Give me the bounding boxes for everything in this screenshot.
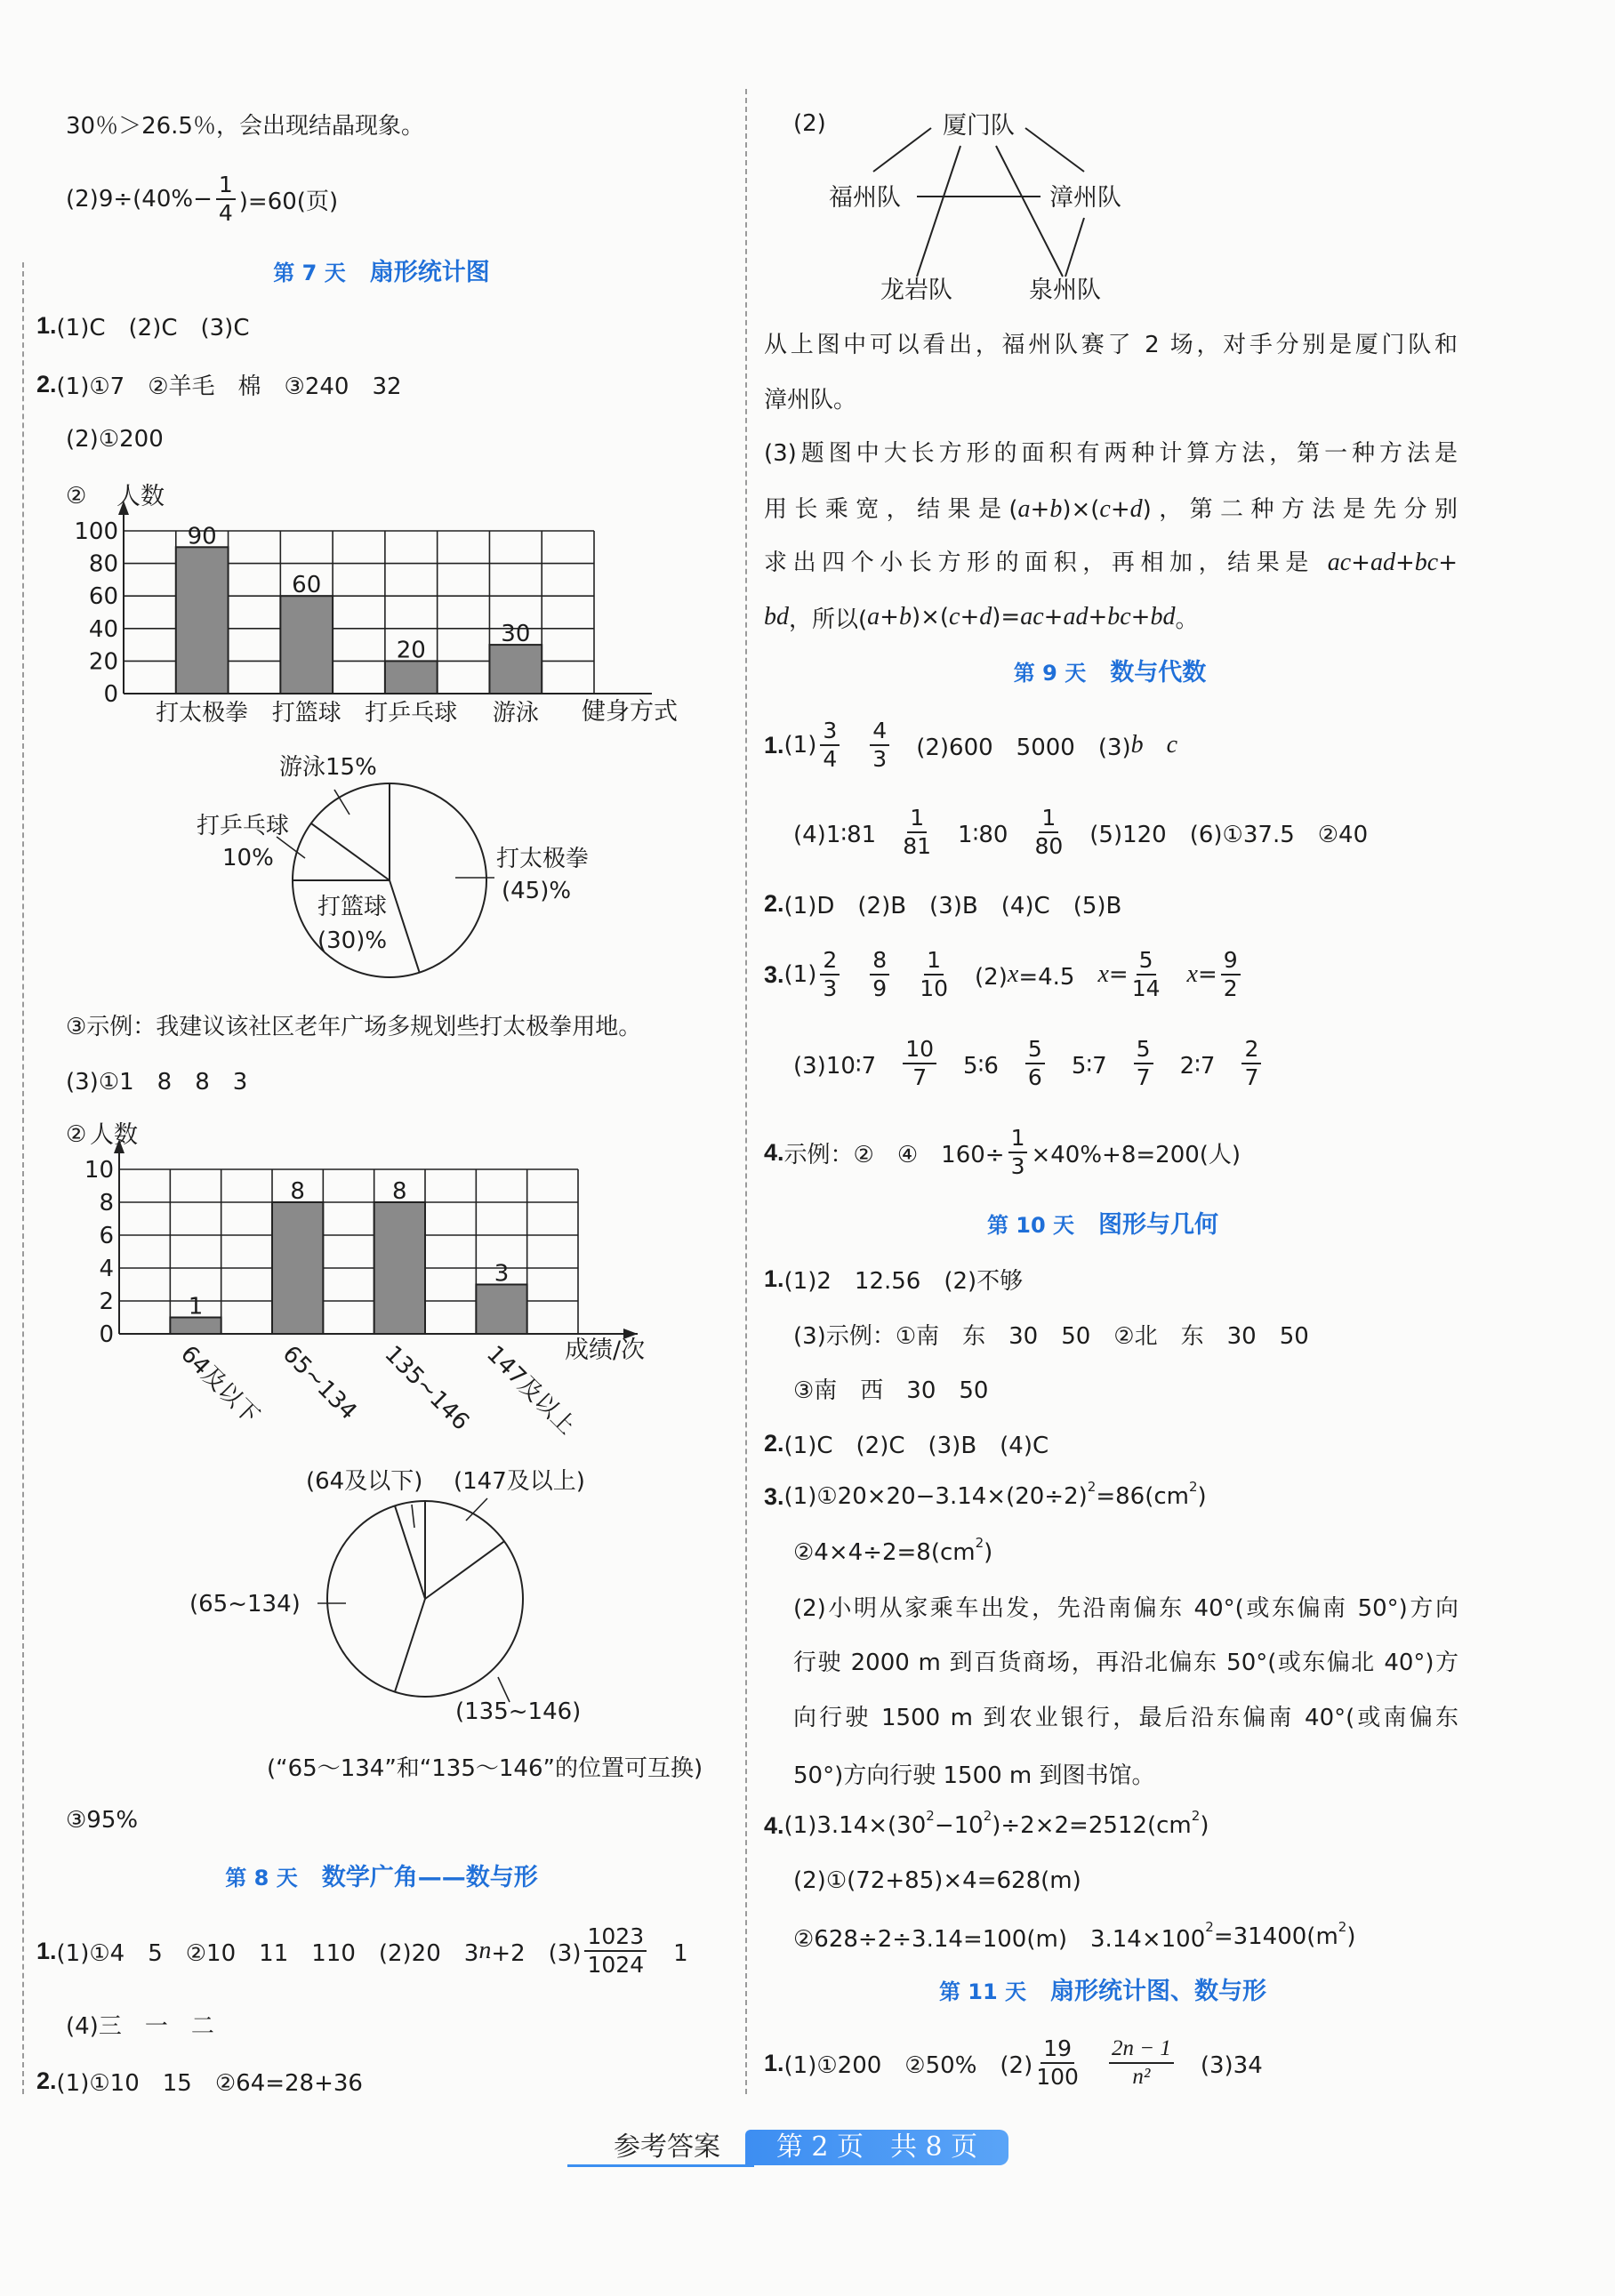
numerator: 5 xyxy=(1134,1036,1153,1064)
fraction xyxy=(1134,1036,1153,1091)
section-heading-day9: 第 9 天 数与代数 xyxy=(1013,659,1207,686)
text-run: )= xyxy=(992,604,1021,630)
denominator: 7 xyxy=(912,1064,928,1090)
text-run: (1)①20×20−3.14×(20÷2) xyxy=(783,1483,1088,1510)
math-variable: ad xyxy=(1063,603,1089,630)
fraction xyxy=(1109,2035,1174,2091)
text-run xyxy=(1082,2047,1105,2080)
numerator: 9 xyxy=(1221,947,1241,975)
text-run: (1)①4 5 ②10 11 110 (2)20 3 xyxy=(56,1939,479,1967)
answer-line xyxy=(764,378,856,417)
text-run: (1)3.14×(30 xyxy=(783,1812,927,1839)
text-run: (1)①7 ②羊毛 棉 ③240 32 xyxy=(56,373,402,400)
answer-line xyxy=(764,543,1458,582)
text-run: 1∶80 xyxy=(935,821,1032,848)
text-run: )×( xyxy=(911,604,950,630)
answer-line xyxy=(66,1060,247,1099)
answer-line xyxy=(66,172,339,226)
bar-value-label: 90 xyxy=(187,523,217,550)
superscript: 2 xyxy=(1188,1479,1198,1495)
text-run: 从上图中可以看出，福州队赛了 2 场，对手分别是厦门队和 xyxy=(764,332,1458,358)
question-number: 2. xyxy=(764,1429,784,1457)
answer-line xyxy=(66,420,164,459)
section-heading-day10: 第 10 天 图形与几何 xyxy=(986,1211,1219,1239)
text-run: ②4×4÷2=8(cm xyxy=(793,1539,976,1566)
answer-line xyxy=(66,477,86,516)
fraction xyxy=(870,718,889,773)
fraction xyxy=(584,1923,647,1979)
math-variable: bc xyxy=(1107,603,1131,630)
text-run: 。 xyxy=(1175,606,1199,633)
math-variable: x xyxy=(1007,960,1019,988)
question-number: 2. xyxy=(764,889,784,917)
x-tick-label: 135~146 xyxy=(379,1340,475,1436)
text-run: 1 xyxy=(650,1939,688,1967)
x-tick-label: 游泳 xyxy=(492,700,539,727)
text-run: + xyxy=(1088,604,1108,630)
fraction xyxy=(820,947,840,1002)
left-margin-line xyxy=(22,262,24,2094)
denominator: 4 xyxy=(823,746,838,772)
question-number: 2. xyxy=(36,2067,57,2094)
y-tick-label: 0 xyxy=(103,681,118,708)
text-run: ③95% xyxy=(66,1807,139,1834)
answer-line xyxy=(793,1917,1355,1956)
numerator: 8 xyxy=(870,947,889,975)
question-number: 1. xyxy=(764,1264,784,1292)
text-run: (2)小明从家乘车出发，先沿南偏东 40°(或东偏南 50°)方向 xyxy=(793,1595,1458,1622)
text-run: +2 (3) xyxy=(491,1939,582,1967)
answer-line xyxy=(793,1369,988,1408)
text-run: + xyxy=(1030,496,1050,523)
bar-value-label: 8 xyxy=(392,1178,407,1205)
text-run: )，第二种方法是先分别 xyxy=(1142,496,1458,523)
bar xyxy=(374,1202,425,1334)
text-run: (1)C (2)C (3)B (4)C xyxy=(783,1432,1049,1459)
text-run: )÷2×2=2512(cm xyxy=(992,1812,1192,1839)
text-run: (1)①200 ②50% (2) xyxy=(783,2051,1033,2079)
y-tick-label: 40 xyxy=(88,615,118,643)
text-run: (1)D (2)B (3)B (4)C (5)B xyxy=(783,892,1122,919)
math-variable: b xyxy=(1130,731,1144,759)
text-run xyxy=(1144,729,1167,762)
answer-line xyxy=(793,1533,992,1572)
pie-slice-boundary xyxy=(395,1599,425,1692)
text-run: (1)①10 15 ②64=28+36 xyxy=(56,2069,363,2097)
fraction xyxy=(1036,2035,1079,2091)
text-run: 用长乘宽，结果是( xyxy=(764,496,1018,523)
denominator: 6 xyxy=(1027,1064,1042,1090)
bar-value-label: 1 xyxy=(188,1293,204,1321)
team-label: 龙岩队 xyxy=(880,277,952,304)
fraction xyxy=(1221,947,1241,1002)
answer-line xyxy=(793,1036,1265,1090)
answer-line xyxy=(764,718,1178,772)
numerator: 1 xyxy=(1039,805,1058,833)
question-number: 1. xyxy=(764,2049,784,2076)
pie-label: 打太极拳 xyxy=(496,846,590,872)
y-tick-label: 4 xyxy=(99,1256,114,1282)
y-tick-label: 20 xyxy=(88,648,118,676)
bar xyxy=(385,661,438,694)
text-run: ③示例：我建议该社区老年广场多规划些打太极拳用地。 xyxy=(66,1013,642,1040)
answer-line xyxy=(793,1314,1309,1353)
math-variable: d xyxy=(979,603,992,630)
team-label: 泉州队 xyxy=(1029,277,1101,304)
fraction xyxy=(1034,805,1063,860)
math-variable: n xyxy=(478,1937,492,1964)
x-tick-label: 打乒乓球 xyxy=(365,700,458,727)
text-run: ② xyxy=(66,483,87,510)
y-tick-label: 0 xyxy=(99,1321,114,1348)
answer-line xyxy=(793,805,1369,859)
text-run: (2)9÷(40%− xyxy=(66,186,213,213)
text-run: ) xyxy=(984,1539,993,1566)
text-run: ) xyxy=(1200,1812,1209,1839)
denominator: 7 xyxy=(1136,1064,1151,1090)
answer-line xyxy=(764,1424,1049,1463)
superscript: 2 xyxy=(1191,1808,1201,1824)
math-variable: bd xyxy=(764,603,789,630)
math-variable: ac xyxy=(1020,603,1044,630)
text-run: + xyxy=(1394,550,1415,576)
superscript: 2 xyxy=(975,1535,984,1551)
pie-label: 游泳15% xyxy=(279,754,377,781)
bar-value-label: 8 xyxy=(290,1178,305,1205)
question-number: 4. xyxy=(764,1811,784,1839)
pie-slice-boundary xyxy=(390,880,420,973)
math-variable: ad xyxy=(1370,549,1395,576)
match-line xyxy=(1025,128,1084,172)
text-run: (3)34 xyxy=(1177,2051,1263,2079)
fraction xyxy=(1008,1125,1028,1180)
fraction xyxy=(1132,947,1161,1002)
text-run: (1)C (2)C (3)C xyxy=(56,314,250,341)
answer-line xyxy=(36,1923,688,1978)
answer-line xyxy=(764,2035,1263,2090)
y-tick-label: 6 xyxy=(99,1223,114,1249)
text-run: (3)10∶7 xyxy=(793,1052,900,1080)
y-axis-label: 人数 xyxy=(117,483,165,510)
chart-note xyxy=(267,1746,703,1786)
answer-line xyxy=(66,1115,86,1154)
text-run: (2)600 5000 (3) xyxy=(893,734,1131,761)
answer-line xyxy=(36,306,249,345)
superscript: 2 xyxy=(1338,1919,1347,1935)
text-run: 漳州队。 xyxy=(764,386,857,413)
text-run: ) xyxy=(1346,1923,1356,1950)
superscript: 2 xyxy=(1205,1919,1214,1935)
pie-slice-boundary xyxy=(395,1505,425,1599)
answer-line xyxy=(36,365,402,404)
fraction xyxy=(903,805,931,860)
numerator: 2 xyxy=(1241,1036,1261,1064)
y-axis-label: 人数 xyxy=(90,1121,138,1149)
question-number: 4. xyxy=(764,1138,784,1166)
answer-line xyxy=(66,1005,641,1044)
denominator: 81 xyxy=(903,833,932,859)
text-run: (1) xyxy=(783,732,817,759)
numerator: 1 xyxy=(216,172,236,200)
text-run: (4)1∶81 xyxy=(793,821,900,848)
numerator: 4 xyxy=(870,718,889,746)
x-tick-label: 打篮球 xyxy=(271,700,341,727)
numerator: 1 xyxy=(924,947,944,975)
text-run: =31400(m xyxy=(1213,1923,1338,1950)
math-variable: a xyxy=(1017,495,1031,523)
denominator: 10 xyxy=(920,975,949,1001)
pie-label: (65~134) xyxy=(189,1591,301,1618)
bar-value-label: 20 xyxy=(396,637,426,664)
answer-line xyxy=(764,1477,1207,1516)
text-run xyxy=(893,959,916,991)
text-run xyxy=(1164,959,1187,991)
pie-slice-boundary xyxy=(311,823,390,880)
numerator: 1 xyxy=(907,805,927,833)
pie-label: 打篮球 xyxy=(317,894,388,920)
question-number: 3. xyxy=(764,960,784,988)
math-variable: ac xyxy=(1327,549,1352,576)
numerator: 2 xyxy=(820,947,840,975)
denominator: 3 xyxy=(1010,1153,1025,1179)
numerator: 2n − 1 xyxy=(1109,2035,1174,2064)
fraction xyxy=(1025,1036,1045,1091)
x-tick-label: 65~134 xyxy=(277,1340,362,1425)
answer-line xyxy=(793,1861,1081,1900)
answer-line xyxy=(66,1801,138,1840)
text-run xyxy=(843,729,866,762)
text-run: (3)示例：①南 东 30 50 ②北 东 30 50 xyxy=(793,1322,1309,1350)
text-run: 5∶7 xyxy=(1048,1052,1130,1080)
text-run: (2) xyxy=(952,963,1008,991)
section-heading-day8: 第 8 天 数学广角——数与形 xyxy=(225,1864,538,1891)
question-number: 1. xyxy=(36,311,57,339)
math-variable: a xyxy=(867,603,880,630)
denominator: 3 xyxy=(872,746,888,772)
pie-label: (135~146) xyxy=(455,1698,582,1725)
text-run: + xyxy=(1110,496,1130,523)
bar xyxy=(272,1202,323,1334)
text-run: + xyxy=(880,604,899,630)
column-divider xyxy=(745,89,747,2094)
section-heading-day11: 第 11 天 扇形统计图、数与形 xyxy=(938,1978,1267,2005)
answer-line xyxy=(66,2004,214,2043)
denominator: 2 xyxy=(1223,975,1238,1001)
numerator: 1 xyxy=(1008,1125,1028,1153)
fraction xyxy=(870,947,889,1002)
text-run: ② xyxy=(66,1121,87,1148)
answer-line xyxy=(793,104,826,143)
text-run: 求出四个小长方形的面积，再相加，结果是 xyxy=(764,550,1328,576)
text-run: (3)题图中大长方形的面积有两种计算方法，第一种方法是 xyxy=(764,440,1458,467)
numerator: 19 xyxy=(1041,2035,1074,2064)
y-tick-label: 60 xyxy=(88,583,118,611)
pie-slice-boundary xyxy=(425,1541,504,1599)
text-run: ③南 西 30 50 xyxy=(793,1377,989,1404)
math-variable: x xyxy=(1097,960,1109,988)
pie-label: (45)% xyxy=(502,878,572,904)
math-variable: c xyxy=(1099,495,1111,523)
text-run: (5)120 (6)①37.5 ②40 xyxy=(1066,821,1369,848)
footer-label: 参考答案 xyxy=(614,2131,720,2163)
text-run: (2)①200 xyxy=(66,426,164,453)
pie-label: (147及以上) xyxy=(454,1468,585,1495)
text-run: ×40%+8=200(人) xyxy=(1031,1141,1241,1168)
pie-label: 打乒乓球 xyxy=(197,813,290,839)
x-tick-label: 64及以下 xyxy=(175,1340,264,1430)
match-line xyxy=(1065,218,1084,277)
text-run: ) xyxy=(1197,1483,1207,1510)
text-run: ，所以( xyxy=(789,606,868,633)
team-label: 漳州队 xyxy=(1049,184,1121,212)
superscript: 2 xyxy=(983,1808,992,1824)
text-run: )×( xyxy=(1062,496,1100,523)
denominator: 1024 xyxy=(587,1952,645,1978)
superscript: 2 xyxy=(926,1808,935,1824)
denominator: n² xyxy=(1132,2065,1151,2089)
text-run: 2∶7 xyxy=(1156,1052,1239,1080)
text-run: (1)2 12.56 (2)不够 xyxy=(783,1267,1024,1295)
y-tick-label: 80 xyxy=(88,550,118,578)
math-variable: x xyxy=(1186,960,1198,988)
text-run: 向行驶 1500 m 到农业银行，最后沿东偏南 40°(或南偏东 xyxy=(793,1705,1458,1731)
text-run: (4)三 一 二 xyxy=(66,2012,214,2040)
text-run xyxy=(843,959,866,991)
text-run: 示例：② ④ 160÷ xyxy=(783,1141,1005,1168)
answer-line xyxy=(793,1643,1458,1682)
text-run: 5∶6 xyxy=(940,1052,1022,1080)
answer-line xyxy=(764,1125,1241,1179)
y-tick-label: 10 xyxy=(84,1157,114,1184)
math-variable: d xyxy=(1129,495,1143,523)
text-run: (“65～134”和“135～146”的位置可互换) xyxy=(267,1754,703,1782)
team-label: 厦门队 xyxy=(943,112,1015,140)
section-heading-day7: 第 7 天 扇形统计图 xyxy=(273,259,490,286)
text-run: (2)①(72+85)×4=628(m) xyxy=(793,1867,1081,1894)
bar-value-label: 60 xyxy=(292,572,322,599)
bar xyxy=(280,596,333,694)
answer-line xyxy=(764,490,1458,529)
math-variable: b xyxy=(1049,495,1063,523)
numerator: 1023 xyxy=(584,1923,647,1952)
text-run: + xyxy=(960,604,980,630)
bar-value-label: 3 xyxy=(494,1260,510,1288)
question-number: 3. xyxy=(764,1482,784,1510)
text-run: )=60(页) xyxy=(238,188,339,215)
bar xyxy=(476,1285,526,1335)
answer-line xyxy=(764,1806,1209,1845)
answer-line xyxy=(793,1754,1155,1793)
math-variable: b xyxy=(898,603,912,630)
fraction xyxy=(216,172,236,227)
leader-line xyxy=(466,1498,487,1521)
fraction xyxy=(1241,1036,1261,1091)
match-line xyxy=(873,128,931,172)
numerator: 3 xyxy=(820,718,840,746)
denominator: 14 xyxy=(1131,975,1161,1001)
answer-line xyxy=(764,884,1121,923)
x-tick-label: 打太极拳 xyxy=(156,700,249,727)
text-run: ②628÷2÷3.14=100(m) 3.14×100 xyxy=(793,1925,1206,1953)
text-run: + xyxy=(1438,550,1458,576)
math-variable: bd xyxy=(1150,603,1176,630)
answer-line xyxy=(764,325,1458,365)
footer-underline xyxy=(567,2164,754,2167)
math-variable: bc xyxy=(1414,549,1439,576)
numerator: 5 xyxy=(1137,947,1156,975)
fraction xyxy=(920,947,948,1002)
fraction xyxy=(903,1036,936,1091)
denominator: 4 xyxy=(218,200,233,226)
answer-line xyxy=(764,434,1458,473)
leader-line xyxy=(412,1505,414,1528)
text-run: (1) xyxy=(783,961,817,988)
pie-label: (30)% xyxy=(317,927,388,954)
answer-line xyxy=(764,598,1198,637)
answer-line xyxy=(793,1589,1458,1628)
denominator: 7 xyxy=(1244,1064,1259,1090)
text-run: =86(cm xyxy=(1096,1483,1189,1510)
text-run: (3)①1 8 8 3 xyxy=(66,1068,248,1096)
text-run: 行驶 2000 m 到百货商场，再沿北偏东 50°(或东偏北 40°)方 xyxy=(793,1650,1458,1676)
team-label: 福州队 xyxy=(829,184,901,212)
question-number: 1. xyxy=(764,731,784,759)
answer-line xyxy=(66,104,424,143)
y-tick-label: 8 xyxy=(99,1190,114,1216)
numerator: 5 xyxy=(1025,1036,1045,1064)
numerator: 10 xyxy=(903,1036,936,1064)
pie-label: (64及以下) xyxy=(306,1468,423,1495)
bar xyxy=(489,645,542,694)
text-run: =4.5 xyxy=(1018,963,1098,991)
text-run: + xyxy=(1351,550,1370,576)
text-run: 30％＞26.5％，会出现结晶现象。 xyxy=(66,112,424,140)
bar xyxy=(176,547,229,694)
text-run: = xyxy=(1197,961,1217,988)
text-run: (2) xyxy=(793,110,826,137)
math-variable: c xyxy=(1166,731,1178,759)
x-tick-label: 147及以上 xyxy=(481,1340,581,1441)
text-run: + xyxy=(1043,604,1064,630)
x-axis-label: 成绩/次 xyxy=(565,1337,646,1364)
text-run: = xyxy=(1108,961,1129,988)
y-tick-label: 2 xyxy=(99,1288,114,1315)
match-line xyxy=(917,146,960,277)
text-run: 50°)方向行驶 1500 m 到图书馆。 xyxy=(793,1762,1155,1789)
answer-line xyxy=(764,947,1244,1001)
denominator: 3 xyxy=(823,975,838,1001)
fraction xyxy=(820,718,840,773)
answer-line xyxy=(764,1259,1023,1298)
denominator: 80 xyxy=(1034,833,1064,859)
denominator: 9 xyxy=(872,975,888,1001)
page-indicator: 第 2 页 共 8 页 xyxy=(745,2130,1008,2165)
bar-value-label: 30 xyxy=(501,621,531,648)
y-tick-label: 100 xyxy=(74,518,118,545)
question-number: 2. xyxy=(36,370,57,397)
answer-line xyxy=(36,2061,363,2100)
math-variable: c xyxy=(949,603,960,630)
denominator: 100 xyxy=(1036,2064,1079,2090)
text-run: −10 xyxy=(934,1812,984,1839)
question-number: 1. xyxy=(36,1937,57,1964)
text-run: + xyxy=(1130,604,1151,630)
superscript: 2 xyxy=(1087,1479,1097,1495)
x-axis-label: 健身方式 xyxy=(582,698,678,726)
answer-line xyxy=(793,1698,1458,1738)
pie-label: 10% xyxy=(222,845,274,871)
